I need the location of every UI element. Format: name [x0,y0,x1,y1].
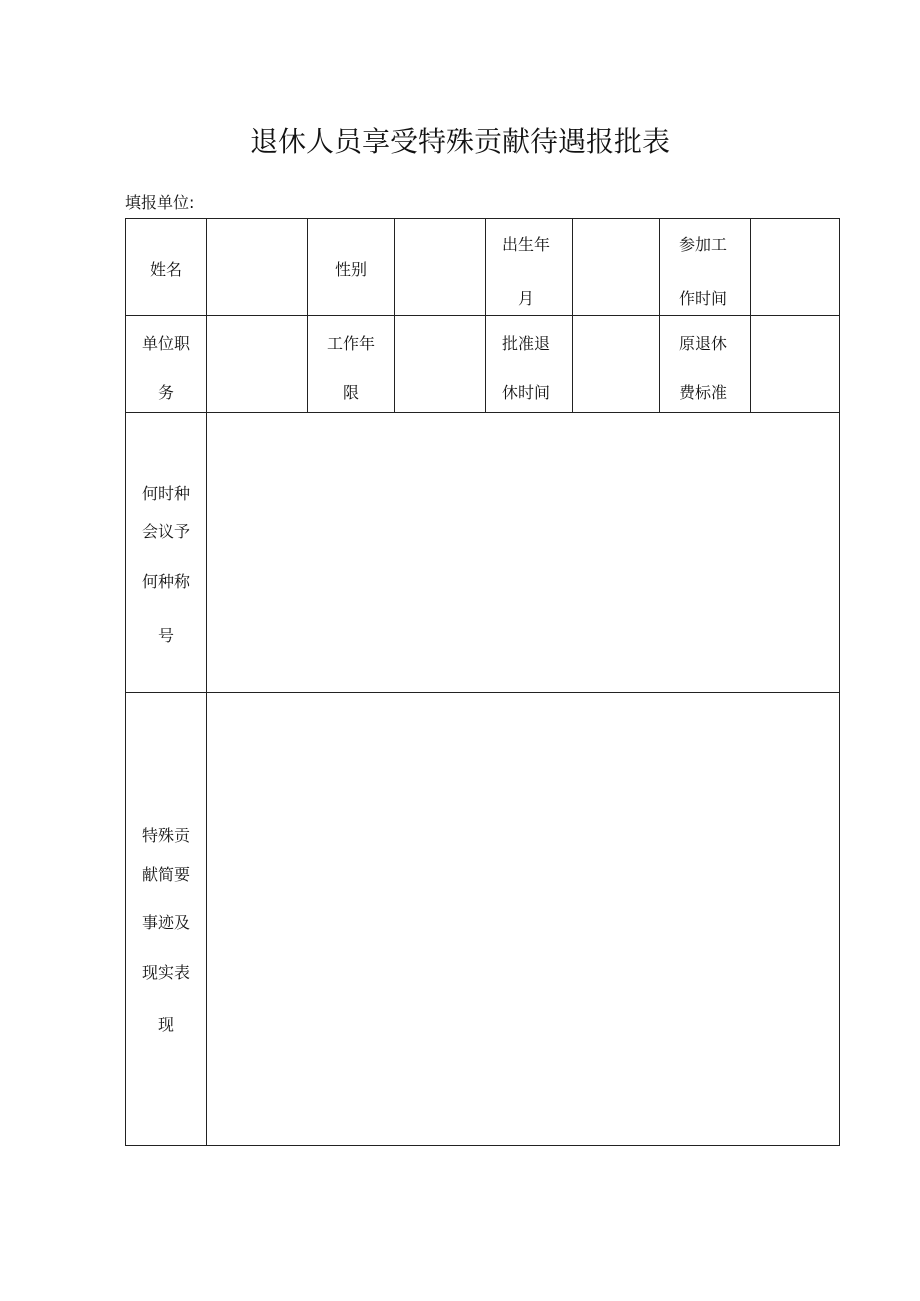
honor-label-line1: 何时种 [141,484,190,503]
birth-label-line1: 出生年 [501,235,550,254]
unit-label: 填报单位: [125,193,195,212]
honor-label-line2: 会议予 [141,522,190,541]
years-field[interactable] [395,316,485,412]
birth-label-line2: 月 [517,289,534,308]
contribution-field[interactable] [207,693,839,1145]
position-label-line2: 务 [157,383,174,402]
retire-label-line2: 休时间 [501,383,550,402]
position-label-line1: 单位职 [141,334,190,353]
years-label-line1: 工作年 [326,334,375,353]
honor-label-line3: 何种称 [141,572,190,591]
honor-label-line4: 号 [157,626,174,645]
gender-label: 性别 [334,260,367,279]
pension-field[interactable] [751,316,839,412]
gender-field[interactable] [395,219,485,315]
pension-label-line1: 原退休 [678,334,727,353]
name-field[interactable] [207,219,307,315]
contribution-label-line3: 事迹及 [141,913,190,932]
pension-label-line2: 费标准 [678,383,727,402]
contribution-label-line4: 现实表 [141,963,190,982]
work-start-label-line2: 作时间 [678,289,727,308]
contribution-label-line2: 献简要 [141,865,190,884]
document-title: 退休人员享受特殊贡献待遇报批表 [249,125,670,158]
retire-field[interactable] [573,316,659,412]
name-label: 姓名 [149,260,182,279]
work-start-field[interactable] [751,219,839,315]
contribution-label-line5: 现 [157,1015,174,1034]
position-field[interactable] [207,316,307,412]
honor-field[interactable] [207,413,839,692]
birth-field[interactable] [573,219,659,315]
contribution-label-line1: 特殊贡 [141,826,190,845]
retire-label-line1: 批准退 [501,334,550,353]
years-label-line2: 限 [342,383,359,402]
work-start-label-line1: 参加工 [678,235,727,254]
table-col-divider-6 [659,218,660,412]
